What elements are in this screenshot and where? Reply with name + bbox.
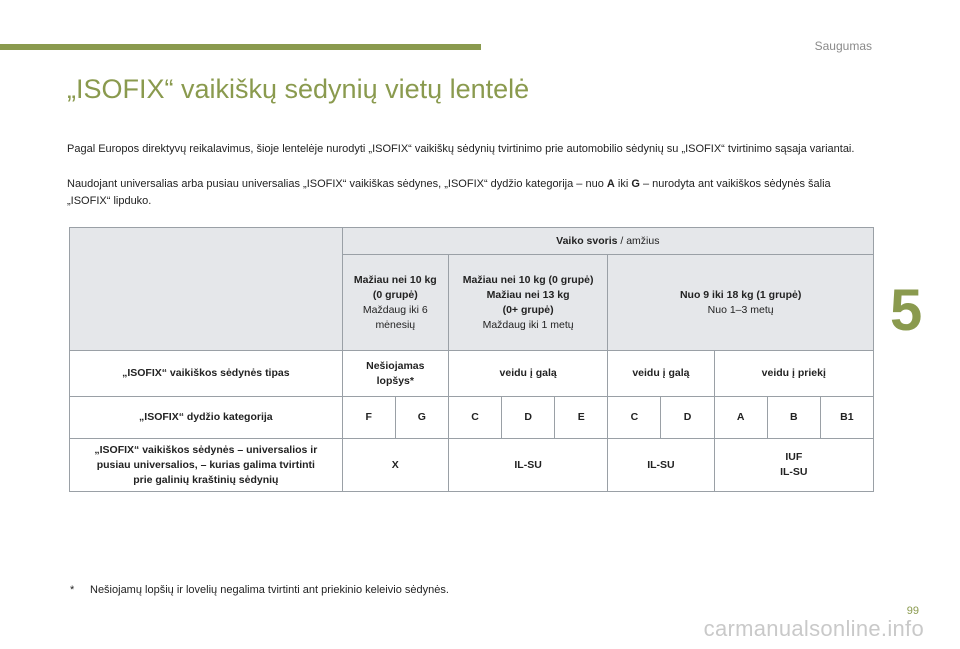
text-fragment: iki [614, 178, 632, 190]
group-2-line: Nuo 9 iki 18 kg (1 grupė) [679, 288, 802, 301]
weight-header-rest: / amžius [617, 234, 660, 247]
label-line: prie galinių kraštinių sėdynių [133, 473, 279, 486]
cell-line: Nešiojamas [366, 359, 425, 372]
cell-rear-facing: veidu į galą [448, 351, 607, 397]
label-line: „ISOFIX“ vaikiškos sėdynės – universalios ir [94, 443, 318, 456]
chapter-number: 5 [890, 278, 923, 343]
group-0-line: (0 grupė) [372, 288, 418, 301]
group-1-line: (0+ grupė) [502, 303, 554, 316]
size-cell: A [714, 397, 767, 439]
group-1-line: Maždaug iki 1 metų [482, 318, 574, 331]
table-corner-cell [70, 228, 343, 351]
size-cell: C [608, 397, 661, 439]
watermark: carmanualsonline.info [703, 616, 924, 641]
footnote-text: Nešiojamų lopšių ir lovelių negalima tvirtinti ant priekinio keleivio sėdynės. [90, 584, 449, 596]
group-1-line: Mažiau nei 13 kg [486, 288, 570, 301]
footnote-mark: * [70, 584, 75, 596]
weight-header [342, 228, 873, 255]
page-number: 99 [906, 605, 919, 617]
size-letter-a: A [606, 178, 615, 190]
cell-line: IUF [785, 451, 803, 463]
size-cell: B [767, 397, 820, 439]
text-fragment: – nurodyta ant vaikiškos sėdynės šalia „ISOFIX“ lipduko. [67, 178, 831, 207]
group-0-line: mėnesių [375, 318, 416, 331]
size-cell: C [448, 397, 501, 439]
cell-forward-facing: veidu į priekį [714, 351, 873, 397]
label-line: pusiau universalios, – kurias galima tvirtinti [96, 458, 315, 471]
group-0-line: Mažiau nei 10 kg [353, 273, 437, 286]
universal-cell [714, 439, 873, 492]
footnote [70, 584, 449, 596]
size-cell: F [342, 397, 395, 439]
cell-rear-facing: veidu į galą [608, 351, 714, 397]
row-label-universal [70, 439, 343, 492]
universal-cell: IL-SU [608, 439, 714, 492]
weight-header-bold: Vaiko svoris [556, 234, 618, 247]
section-name: Saugumas [814, 39, 872, 53]
row-label-seat-type: „ISOFIX“ vaikiškos sėdynės tipas [70, 351, 343, 397]
cell-carrycot [342, 351, 448, 397]
size-cell: G [395, 397, 448, 439]
row-label-size-class: „ISOFIX“ dydžio kategorija [70, 397, 343, 439]
text-fragment: Naudojant universalias arba pusiau universalias „ISOFIX“ vaikiškas sėdynes, „ISOFIX“ dydžio kategorija – nuo [67, 178, 607, 190]
group-0-header [342, 255, 448, 351]
intro-paragraph-1: Pagal Europos direktyvų reikalavimus, šioje lentelėje nurodyti „ISOFIX“ vaikiškų sėdynių tvirtinimo prie automobilio sėdynių su „ISOFIX“ tvirtinimo sąsaja variantai. [67, 143, 855, 155]
isofix-table [69, 227, 874, 492]
size-cell: D [502, 397, 555, 439]
group-2-line: Nuo 1–3 metų [707, 303, 774, 316]
universal-cell: X [342, 439, 448, 492]
group-1-line: Mažiau nei 10 kg (0 grupė) [462, 273, 594, 286]
group-0-line: Maždaug iki 6 [362, 303, 428, 316]
group-0plus-header [448, 255, 607, 351]
universal-cell: IL-SU [448, 439, 607, 492]
size-cell: D [661, 397, 714, 439]
page-title: „ISOFIX“ vaikiškų sėdynių vietų lentelė [67, 74, 530, 104]
intro-paragraph-2 [67, 176, 857, 210]
size-cell: B1 [820, 397, 873, 439]
cell-line: IL-SU [780, 466, 808, 478]
group-1-header [608, 255, 874, 351]
size-letter-g: G [631, 178, 640, 190]
size-cell: E [555, 397, 608, 439]
header-accent-bar [0, 44, 481, 50]
cell-line: lopšys* [376, 374, 414, 387]
